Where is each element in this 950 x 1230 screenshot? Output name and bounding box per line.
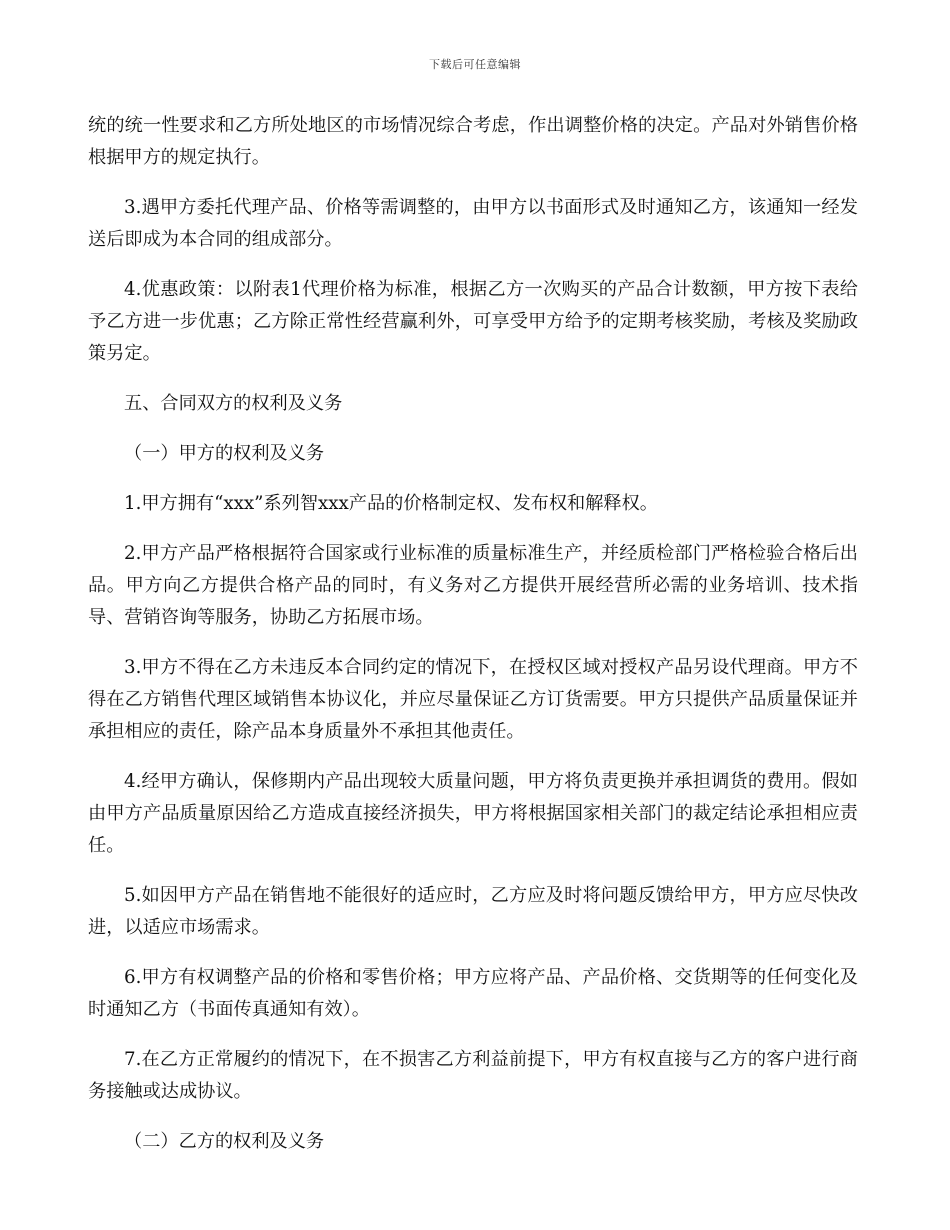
clause-a5: 5.如因甲方产品在销售地不能很好的适应时，乙方应及时将问题反馈给甲方，甲方应尽快改进，以适应市场需求。 — [88, 885, 858, 938]
clause-a6: 6.甲方有权调整产品的价格和零售价格；甲方应将产品、产品价格、交货期等的任何变化及时通知乙方（书面传真通知有效）。 — [88, 967, 858, 1020]
paragraph-continuation: 统的统一性要求和乙方所处地区的市场情况综合考虑，作出调整价格的决定。产品对外销售价格根据甲方的规定执行。 — [88, 115, 858, 168]
clause-a3: 3.甲方不得在乙方未违反本合同约定的情况下，在授权区域对授权产品另设代理商。甲方不得在乙方销售代理区域销售本协议化，并应尽量保证乙方订货需要。甲方只提供产品质量保证并承担相应的责任，除产品本身质量外不承担其他责任。 — [88, 657, 858, 742]
paragraph-discount-policy: 4.优惠政策：以附表1代理价格为标准，根据乙方一次购买的产品合计数额，甲方按下表给予乙方进一步优惠；乙方除正常性经营赢利外，可享受甲方给予的定期考核奖励，考核及奖励政策另定。 — [88, 279, 858, 364]
clause-a2: 2.甲方产品严格根据符合国家或行业标准的质量标准生产，并经质检部门严格检验合格后出品。甲方向乙方提供合格产品的同时，有义务对乙方提供开展经营所必需的业务培训、技术指导、营销咨询等服务，协助乙方拓展市场。 — [88, 543, 858, 628]
paragraph-price-adjustment: 3.遇甲方委托代理产品、价格等需调整的，由甲方以书面形式及时通知乙方，该通知一经发送后即成为本合同的组成部分。 — [88, 197, 858, 250]
clause-a4: 4.经甲方确认，保修期内产品出现较大质量问题，甲方将负责更换并承担调货的费用。假如由甲方产品质量原因给乙方造成直接经济损失，甲方将根据国家相关部门的裁定结论承担相应责任。 — [88, 771, 858, 856]
clause-a7: 7.在乙方正常履约的情况下，在不损害乙方利益前提下，甲方有权直接与乙方的客户进行商务接触或达成协议。 — [88, 1049, 858, 1102]
subsection-heading-party-b: （二）乙方的权利及义务 — [124, 1131, 325, 1152]
subsection-heading-party-a: （一）甲方的权利及义务 — [124, 443, 325, 464]
document-body — [88, 110, 858, 1176]
section-heading-rights-obligations: 五、合同双方的权利及义务 — [124, 393, 343, 414]
page-header: 下载后可任意编辑 — [429, 58, 521, 71]
clause-a1: 1.甲方拥有“xxx”系列智xxx产品的价格制定权、发布权和解释权。 — [124, 493, 658, 514]
